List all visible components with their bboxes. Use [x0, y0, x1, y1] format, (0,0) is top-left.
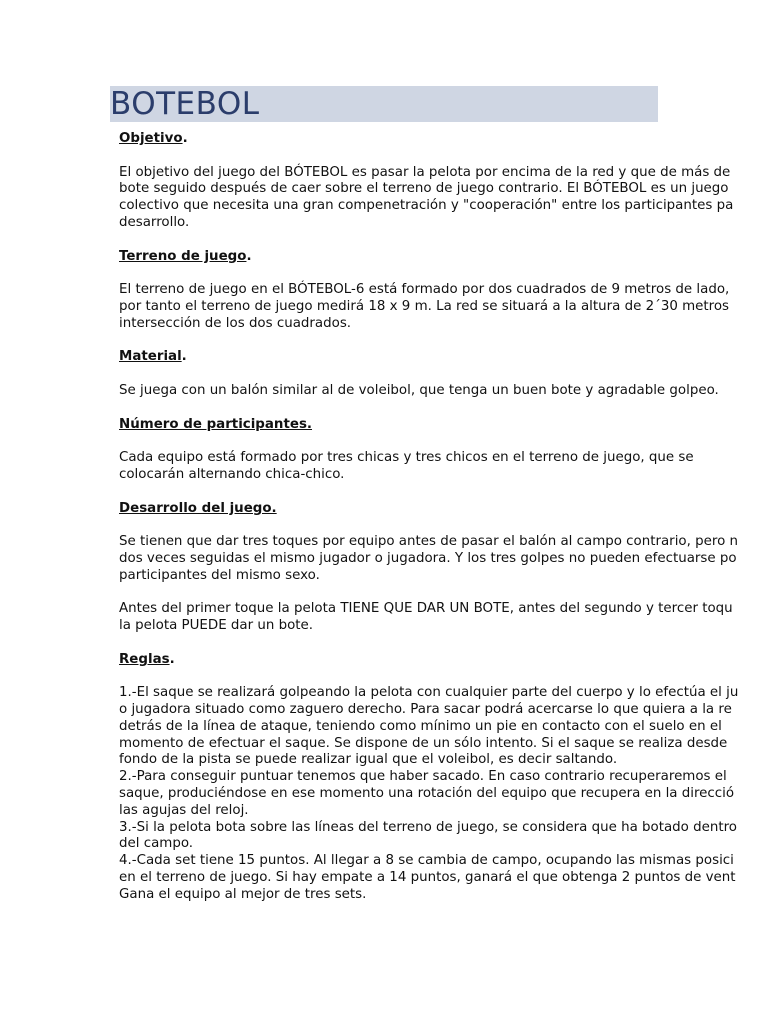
paragraph-line: Antes del primer toque la pelota TIENE QUE DAR UN BOTE, antes del segundo y tercer toqu: [119, 601, 733, 617]
section-heading-punctuation: .: [181, 349, 187, 365]
paragraph-line: o jugadora situado como zaguero derecho. Para sacar podrá acercarse lo que quiera a la re: [119, 702, 732, 718]
paragraph-line: dos veces seguidas el mismo jugador o jugadora. Y los tres golpes no pueden efectuarse po: [119, 550, 737, 566]
title-banner: [110, 86, 658, 122]
section-heading-text: Objetivo: [119, 131, 183, 146]
section-heading: [119, 131, 768, 148]
section-heading-text: Desarrollo del juego.: [119, 500, 277, 516]
section-heading: [119, 501, 768, 518]
section-heading: [119, 349, 768, 366]
section-heading-punctuation: .: [246, 248, 252, 264]
section-paragraph: [119, 685, 768, 903]
section-paragraph: [119, 282, 768, 332]
section-heading-punctuation: .: [182, 131, 188, 146]
paragraph-line: del campo.: [119, 836, 194, 852]
paragraph-line: intersección de los dos cuadrados.: [119, 315, 352, 331]
section-paragraph: [119, 165, 768, 232]
document-body: [119, 131, 768, 920]
section-paragraph: [119, 383, 768, 400]
paragraph-line: Gana el equipo al mejor de tres sets.: [119, 886, 367, 902]
section-heading: [119, 249, 768, 266]
paragraph-line: Se juega con un balón similar al de voleibol, que tenga un buen bote y agradable golpeo.: [119, 382, 719, 398]
paragraph-line: saque, produciéndose en ese momento una rotación del equipo que recupera en la direcció: [119, 786, 735, 802]
paragraph-line: colocarán alternando chica-chico.: [119, 466, 345, 482]
paragraph-line: Cada equipo está formado por tres chicas y tres chicos en el terreno de juego, que se: [119, 450, 694, 466]
paragraph-line: momento de efectuar el saque. Se dispone de un sólo intento. Si el saque se realiza desde: [119, 735, 728, 751]
paragraph-line: 3.-Si la pelota bota sobre las líneas del terreno de juego, se considera que ha botado dentro: [119, 819, 738, 835]
paragraph-line: Se tienen que dar tres toques por equipo antes de pasar el balón al campo contrario, pero n: [119, 534, 739, 550]
paragraph-line: El objetivo del juego del BÓTEBOL es pasar la pelota por encima de la red y que de más de: [119, 164, 731, 180]
paragraph-line: 4.-Cada set tiene 15 puntos. Al llegar a 8 se cambia de campo, ocupando las mismas posici: [119, 853, 734, 869]
section-paragraph: [119, 534, 768, 584]
section-heading-text: Material: [119, 349, 182, 365]
paragraph-line: la pelota PUEDE dar un bote.: [119, 618, 314, 634]
paragraph-line: bote seguido después de caer sobre el terreno de juego contrario. El BÓTEBOL es un juego: [119, 181, 729, 197]
document-title: BOTEBOL: [110, 86, 260, 122]
section-heading-punctuation: .: [169, 651, 175, 667]
paragraph-line: colectivo que necesita una gran compenetración y "cooperación" entre los participantes pa: [119, 198, 734, 214]
paragraph-line: las agujas del reloj.: [119, 802, 249, 818]
paragraph-line: fondo de la pista se puede realizar igual que el voleibol, es decir saltando.: [119, 752, 618, 768]
section-paragraph: [119, 601, 768, 635]
section-heading: [119, 652, 768, 669]
paragraph-line: El terreno de juego en el BÓTEBOL-6 está formado por dos cuadrados de 9 metros de lado,: [119, 282, 730, 298]
paragraph-line: desarrollo.: [119, 214, 190, 230]
paragraph-line: detrás de la línea de ataque, teniendo como mínimo un pie en contacto con el suelo en el: [119, 718, 722, 734]
paragraph-line: 1.-El saque se realizará golpeando la pelota con cualquier parte del cuerpo y lo efectúa el ju: [119, 685, 739, 701]
section-heading-text: Terreno de juego: [119, 248, 247, 264]
section-paragraph: [119, 450, 768, 484]
paragraph-line: participantes del mismo sexo.: [119, 567, 320, 583]
paragraph-line: en el terreno de juego. Si hay empate a 14 puntos, ganará el que obtenga 2 puntos de vent: [119, 870, 736, 886]
section-heading: [119, 417, 768, 434]
section-heading-text: Reglas: [119, 651, 170, 667]
section-heading-text: Número de participantes.: [119, 416, 313, 432]
paragraph-line: 2.-Para conseguir puntuar tenemos que haber sacado. En caso contrario recuperaremos el: [119, 769, 727, 785]
paragraph-line: por tanto el terreno de juego medirá 18 x 9 m. La red se situará a la altura de 2´30 metros: [119, 298, 730, 314]
